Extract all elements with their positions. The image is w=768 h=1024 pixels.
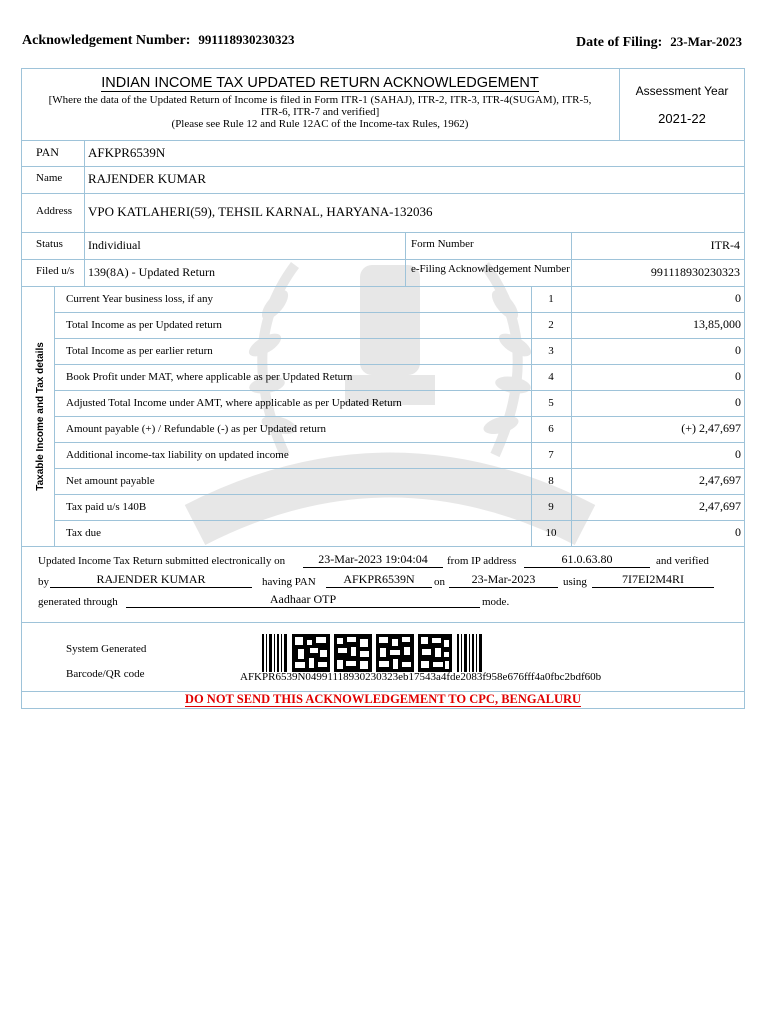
divider — [54, 364, 744, 365]
generated-through-label: generated through — [38, 596, 118, 608]
row-label: Additional income-tax liability on updated income — [66, 449, 289, 461]
assessment-year-label: Assessment Year — [635, 84, 729, 98]
assessment-year-value: 2021-22 — [658, 111, 706, 126]
divider — [571, 232, 572, 286]
row-value: 0 — [735, 395, 741, 409]
row-label: Current Year business loss, if any — [66, 293, 213, 305]
form-title-text: INDIAN INCOME TAX UPDATED RETURN ACKNOWLEDGEMENT — [101, 75, 539, 91]
ack-number-line — [22, 32, 294, 49]
barcode-label-1: System Generated — [66, 643, 147, 655]
side-label-wrap — [28, 288, 52, 544]
date-of-filing-value: 23-Mar-2023 — [670, 34, 742, 49]
form-title — [22, 75, 618, 91]
row-number: 6 — [548, 423, 554, 435]
divider — [54, 390, 744, 391]
divider — [22, 140, 744, 141]
mode-label: mode. — [482, 596, 510, 608]
pan-label: PAN — [36, 145, 59, 159]
divider — [84, 140, 85, 286]
address-label: Address — [36, 205, 73, 217]
divider — [22, 193, 744, 194]
ip-address: 61.0.63.80 — [524, 552, 650, 568]
divider — [571, 286, 572, 546]
verifier-pan: AFKPR6539N — [326, 572, 432, 588]
date-of-filing-label: Date of Filing: — [575, 35, 663, 50]
row-label: Tax paid u/s 140B — [66, 501, 147, 513]
form-subtitle — [22, 94, 618, 130]
row-label: Amount payable (+) / Refundable (-) as per Updated return — [66, 423, 327, 435]
efiling-ack-value: 991118930230323 — [650, 265, 740, 279]
filed-under-section-label: Filed u/s — [36, 265, 75, 277]
row-number: 4 — [548, 371, 554, 383]
verification-mode: Aadhaar OTP — [126, 592, 480, 608]
footer-warning — [22, 692, 744, 707]
status-label: Status — [36, 238, 63, 250]
barcode-label-2: Barcode/QR code — [66, 668, 145, 680]
row-number: 9 — [548, 501, 554, 513]
address-value: VPO KATLAHERI(59), TEHSIL KARNAL, HARYANA-132036 — [88, 204, 433, 219]
filed-under-section-value: 139(8A) - Updated Return — [88, 265, 215, 279]
verification-line-1 — [38, 555, 285, 567]
name-label: Name — [36, 172, 63, 184]
divider — [22, 259, 744, 260]
row-value: 0 — [735, 343, 741, 357]
ack-number-label: Acknowledgement Number: — [22, 33, 191, 48]
row-number: 8 — [548, 475, 554, 487]
row-number: 2 — [548, 319, 554, 331]
verified-label: and verified — [656, 555, 709, 567]
having-pan-label: having PAN — [262, 576, 316, 588]
row-label: Tax due — [66, 527, 101, 539]
status-value: Individiual — [88, 238, 141, 252]
divider — [22, 622, 744, 623]
divider — [54, 286, 55, 546]
submission-datetime: 23-Mar-2023 19:04:04 — [303, 552, 443, 568]
divider — [54, 494, 744, 495]
divider — [54, 468, 744, 469]
row-value: 2,47,697 — [699, 499, 741, 513]
verification-code: 7I7EI2M4RI — [592, 572, 714, 588]
row-number: 7 — [548, 449, 554, 461]
name-value: RAJENDER KUMAR — [88, 171, 207, 186]
side-label: Taxable Income and Tax details — [34, 341, 46, 491]
form-subtitle-line-1: [Where the data of the Updated Return of Income is filed in Form ITR-1 (SAHAJ), ITR-2, ITR-3, ITR-4(SUGAM), ITR-5, — [48, 94, 592, 106]
row-number: 10 — [545, 527, 557, 539]
form-number-value: ITR-4 — [710, 238, 740, 252]
form-subtitle-line-2: ITR-6, ITR-7 and verified] — [260, 106, 380, 118]
row-value: (+) 2,47,697 — [681, 421, 741, 435]
ack-number-value: 991118930230323 — [198, 32, 295, 47]
footer-warning-text: DO NOT SEND THIS ACKNOWLEDGEMENT TO CPC, BENGALURU — [184, 692, 582, 706]
row-label: Total Income as per Updated return — [66, 319, 222, 331]
row-value: 13,85,000 — [693, 317, 741, 331]
ip-label: from IP address — [447, 555, 517, 567]
row-value: 0 — [735, 291, 741, 305]
divider — [54, 520, 744, 521]
row-number: 5 — [548, 397, 554, 409]
acknowledgement-form — [21, 68, 745, 709]
by-label: by — [38, 576, 49, 588]
row-value: 0 — [735, 525, 741, 539]
verification-text: Updated Income Tax Return submitted electronically on — [38, 555, 286, 567]
divider — [22, 232, 744, 233]
divider — [619, 69, 620, 140]
row-label: Book Profit under MAT, where applicable as per Updated Return — [66, 371, 353, 383]
divider — [54, 312, 744, 313]
pan-value: AFKPR6539N — [88, 145, 166, 160]
row-label: Net amount payable — [66, 475, 155, 487]
date-of-filing-line — [576, 34, 742, 51]
row-number: 1 — [548, 293, 554, 305]
divider — [405, 232, 406, 286]
row-label: Total Income as per earlier return — [66, 345, 213, 357]
on-label: on — [434, 576, 445, 588]
divider — [54, 416, 744, 417]
verification-date: 23-Mar-2023 — [449, 572, 558, 588]
verifier-name: RAJENDER KUMAR — [50, 572, 252, 588]
barcode-code: AFKPR6539N04991118930230323eb17543a4fde2083f958e676fff4a0fbc2bdf60b — [240, 671, 602, 683]
row-value: 0 — [735, 447, 741, 461]
row-value: 0 — [735, 369, 741, 383]
efiling-ack-label: e-Filing Acknowledgement Number — [411, 263, 570, 275]
divider — [54, 442, 744, 443]
divider — [22, 166, 744, 167]
row-number: 3 — [548, 345, 554, 357]
divider — [22, 286, 744, 287]
using-label: using — [563, 576, 587, 588]
row-label: Adjusted Total Income under AMT, where applicable as per Updated Return — [66, 397, 402, 409]
barcode-qr-icon — [262, 634, 482, 672]
form-number-label: Form Number — [411, 238, 474, 250]
form-subtitle-line-3: (Please see Rule 12 and Rule 12AC of the Income-tax Rules, 1962) — [171, 118, 469, 130]
divider — [54, 338, 744, 339]
divider — [22, 546, 744, 547]
row-value: 2,47,697 — [699, 473, 741, 487]
